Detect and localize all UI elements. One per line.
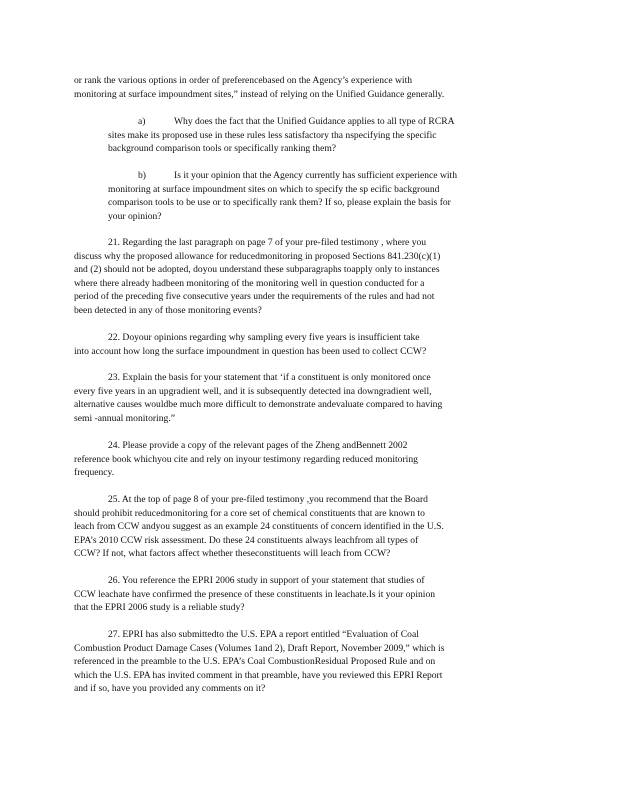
text-line: Why does the fact that the Unified Guidance applies to all type of RCRA — [174, 116, 455, 127]
text-line: which the U.S. EPA has invited comment in that preamble, have you reviewed this EPRI Report — [74, 669, 443, 681]
text-line: semi -annual monitoring.” — [74, 412, 175, 424]
text-line: been detected in any of those monitoring events? — [74, 304, 262, 316]
text-line: your opinion? — [108, 210, 162, 222]
text-line: alternative causes wouldbe much more difficult to demonstrate andevaluate compared to having — [74, 399, 443, 411]
text-line: Combustion Product Damage Cases (Volumes 1and 2), Draft Report, November 2009,” which is — [74, 642, 445, 654]
text-line: CCW leachate have confirmed the presence of these constituents in leachate.Is it your opinion — [74, 588, 436, 600]
question-27 — [74, 628, 540, 696]
text-line: and (2) should not be adopted, doyou understand these subparagraphs toapply only to instances — [74, 264, 440, 276]
text-line: 21. Regarding the last paragraph on page 7 of your pre-filed testimony , where you — [108, 237, 427, 248]
question-24 — [74, 439, 540, 480]
subquestion-label: b) — [138, 170, 146, 181]
subquestion-label: a) — [138, 116, 146, 127]
text-line: where there already hadbeen monitoring of the monitoring well in question conducted for a — [74, 277, 425, 289]
text-line: period of the preceding five consecutive years under the requirements of the rules and had not — [74, 291, 435, 303]
text-line: Is it your opinion that the Agency currently has sufficient experience with — [174, 170, 458, 181]
question-21 — [74, 236, 540, 318]
text-line: CCW? If not, what factors affect whether theseconstituents will leach from CCW? — [74, 548, 391, 560]
text-line: and if so, have you provided any comments on it? — [74, 683, 266, 695]
text-line: 22. Doyour opinions regarding why sampling every five years is insufficient take — [108, 332, 420, 343]
text-line: frequency. — [74, 467, 115, 479]
text-line: into account how long the surface impoundment in question has been used to collect CCW? — [74, 345, 427, 357]
text-line: leach from CCW andyou suggest as an example 24 constituents of concern identified in the U.S. — [74, 521, 444, 533]
text-line: 27. EPRI has also submittedto the U.S. EPA a report entitled “Evaluation of Coal — [108, 629, 419, 640]
text-line: that the EPRI 2006 study is a reliable study? — [74, 602, 245, 614]
text-line: monitoring at surface impoundment sites on which to specify the sp ecific background — [108, 183, 440, 195]
question-26 — [74, 574, 540, 615]
subquestion-b — [108, 169, 540, 223]
text-line: monitoring at surface impoundment sites,” instead of relying on the Unified Guidance generally. — [74, 88, 445, 100]
text-line: referenced in the preamble to the U.S. EPA’s Coal CombustionResidual Proposed Rule and on — [74, 656, 436, 668]
text-line: comparison tools to be use or to specifically rank them? If so, please explain the basis for — [108, 197, 451, 209]
subquestion-a — [108, 115, 540, 156]
question-25 — [74, 493, 540, 561]
question-23 — [74, 371, 540, 425]
text-line: or rank the various options in order of preferencebased on the Agency’s experience with — [74, 75, 413, 86]
text-line: 24. Please provide a copy of the relevant pages of the Zheng andBennett 2002 — [108, 440, 408, 451]
text-line: reference book whichyou cite and rely on inyour testimony regarding reduced monitoring — [74, 453, 418, 465]
text-line: 26. You reference the EPRI 2006 study in support of your statement that studies of — [108, 575, 425, 586]
continuation-paragraph — [74, 74, 540, 101]
text-line: sites make its proposed use in these rules less satisfactory tha nspecifying the specific — [108, 129, 437, 141]
question-22 — [74, 331, 540, 358]
text-line: every five years in an upgradient well, and it is subsequently detected ina downgradient well, — [74, 385, 432, 397]
text-line: should prohibit reducedmonitoring for a core set of chemical constituents that are known to — [74, 507, 425, 519]
text-line: EPA’s 2010 CCW risk assessment. Do these 24 constituents always leachfrom all types of — [74, 534, 419, 546]
text-line: 25. At the top of page 8 of your pre-filed testimony ,you recommend that the Board — [108, 494, 428, 505]
text-line: background comparison tools or specifically ranking them? — [108, 143, 337, 155]
text-line: 23. Explain the basis for your statement that ‘if a constituent is only monitored once — [108, 372, 431, 383]
text-line: discuss why the proposed allowance for reducedmonitoring in proposed Sections 841.230(c)(1) — [74, 250, 441, 262]
